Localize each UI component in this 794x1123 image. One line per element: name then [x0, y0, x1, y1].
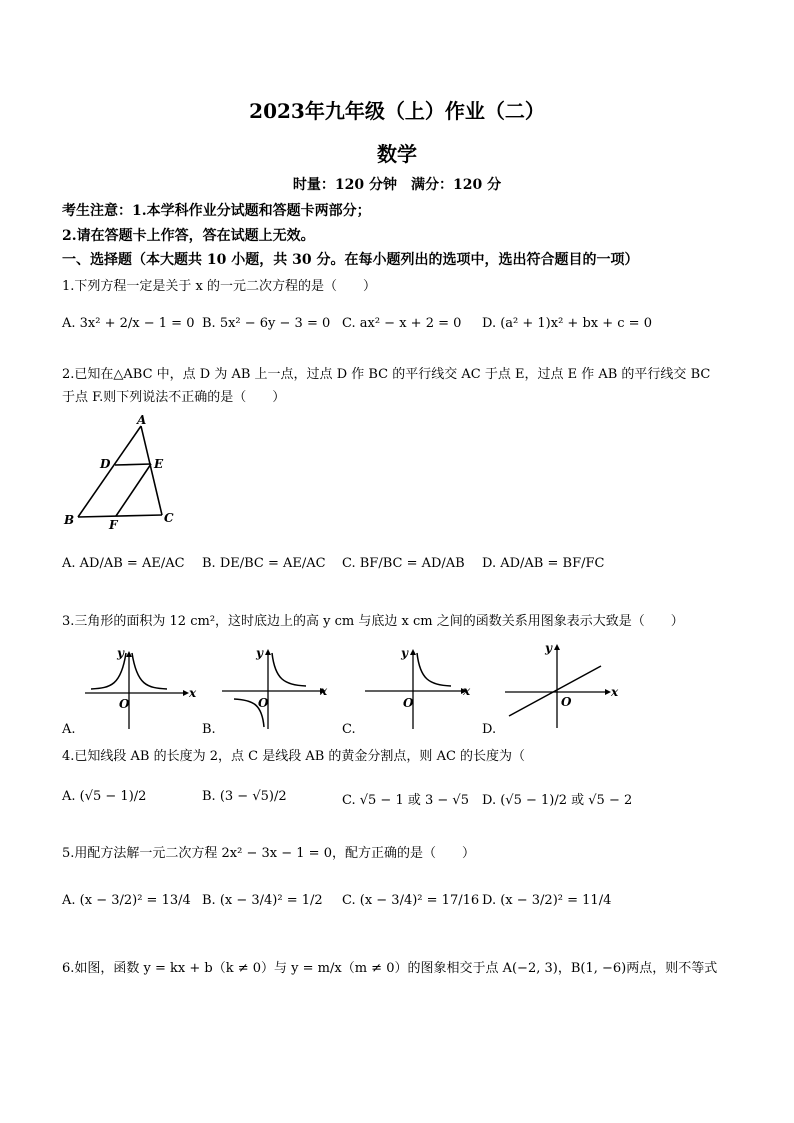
q1-option-c: C. ax² − x + 2 = 0 [342, 316, 462, 331]
q3-graph-a [85, 645, 195, 730]
q3-graph-d [505, 640, 620, 730]
q1-option-b: B. 5x² − 6y − 3 = 0 [202, 316, 331, 331]
label-e: E [154, 457, 164, 471]
q3-option-d: D. [482, 722, 497, 737]
svg-text:x: x [463, 684, 471, 698]
svg-text:x: x [320, 684, 328, 698]
q3-option-a: A. [62, 722, 76, 737]
page-title: 2023年九年级（上）作业（二） [249, 99, 545, 123]
q4-stem: 4.已知线段 AB 的长度为 2，点 C 是线段 AB 的黄金分割点，则 AC 的长度为（ [62, 749, 526, 764]
q4-option-c: C. √5 − 1 或 3 − √5 [342, 793, 469, 808]
q1-option-d: D. (a² + 1)x² + bx + c = 0 [482, 316, 652, 331]
q4-option-b: B. (3 − √5)/2 [202, 789, 287, 804]
q5-option-b: B. (x − 3/4)² = 1/2 [202, 893, 323, 908]
q2-option-a: A. AD/AB = AE/AC [62, 556, 185, 571]
notice-2: 2.请在答题卡上作答，答在试题上无效。 [62, 228, 315, 244]
q5-option-c: C. (x − 3/4)² = 17/16 [342, 893, 480, 908]
svg-text:y: y [545, 641, 552, 655]
q2-option-d: D. AD/AB = BF/FC [482, 556, 605, 571]
q6-stem: 6.如图，函数 y = kx + b（k ≠ 0）与 y = m/x（m ≠ 0）的图象相交于点 A(−2, 3)，B(1, −6)两点，则不等式 [62, 961, 718, 976]
svg-text:y: y [401, 646, 408, 660]
svg-text:y: y [256, 646, 263, 660]
label-a: A [137, 413, 147, 427]
svg-text:O: O [119, 697, 130, 711]
subject-title: 数学 [377, 142, 417, 166]
q2-stem-line1: 2.已知在△ABC 中，点 D 为 AB 上一点，过点 D 作 BC 的平行线交 AC 于点 E，过点 E 作 AB 的平行线交 BC [62, 367, 711, 382]
q1-option-a: A. 3x² + 2/x − 1 = 0 [62, 316, 195, 331]
notice-1: 考生注意：1.本学科作业分试题和答题卡两部分； [62, 203, 371, 219]
svg-text:x: x [189, 686, 197, 700]
svg-text:y: y [117, 646, 124, 660]
q2-triangle-figure [60, 412, 190, 534]
q3-stem: 3.三角形的面积为 12 cm²，这时底边上的高 y cm 与底边 x cm 之间的函数关系用图象表示大致是（ ） [62, 614, 684, 629]
q4-option-a: A. (√5 − 1)/2 [62, 789, 147, 804]
svg-text:O: O [403, 696, 414, 710]
section-heading: 一、选择题（本大题共 10 小题，共 30 分。在每小题列出的选项中，选出符合题目的一项） [62, 252, 639, 268]
q1-stem: 1.下列方程一定是关于 x 的一元二次方程的是（ ） [62, 279, 376, 294]
q4-option-d: D. (√5 − 1)/2 或 √5 − 2 [482, 793, 633, 808]
q5-option-a: A. (x − 3/2)² = 13/4 [62, 893, 191, 908]
time-score: 时量：120 分钟 满分：120 分 [292, 177, 502, 193]
label-c: C [164, 511, 174, 525]
q3-option-b: B. [202, 722, 216, 737]
svg-text:O: O [561, 695, 572, 709]
q3-graph-c [365, 645, 475, 730]
q3-graph-b [222, 645, 332, 730]
svg-text:O: O [258, 696, 269, 710]
q2-option-c: C. BF/BC = AD/AB [342, 556, 465, 571]
label-d: D [100, 457, 111, 471]
q3-option-c: C. [342, 722, 356, 737]
q5-option-d: D. (x − 3/2)² = 11/4 [482, 893, 612, 908]
q2-option-b: B. DE/BC = AE/AC [202, 556, 326, 571]
label-f: F [109, 518, 118, 532]
q5-stem: 5.用配方法解一元二次方程 2x² − 3x − 1 = 0，配方正确的是（ ） [62, 846, 475, 861]
label-b: B [64, 513, 75, 527]
q2-stem-line2: 于点 F.则下列说法不正确的是（ ） [62, 390, 286, 405]
svg-text:x: x [611, 685, 619, 699]
